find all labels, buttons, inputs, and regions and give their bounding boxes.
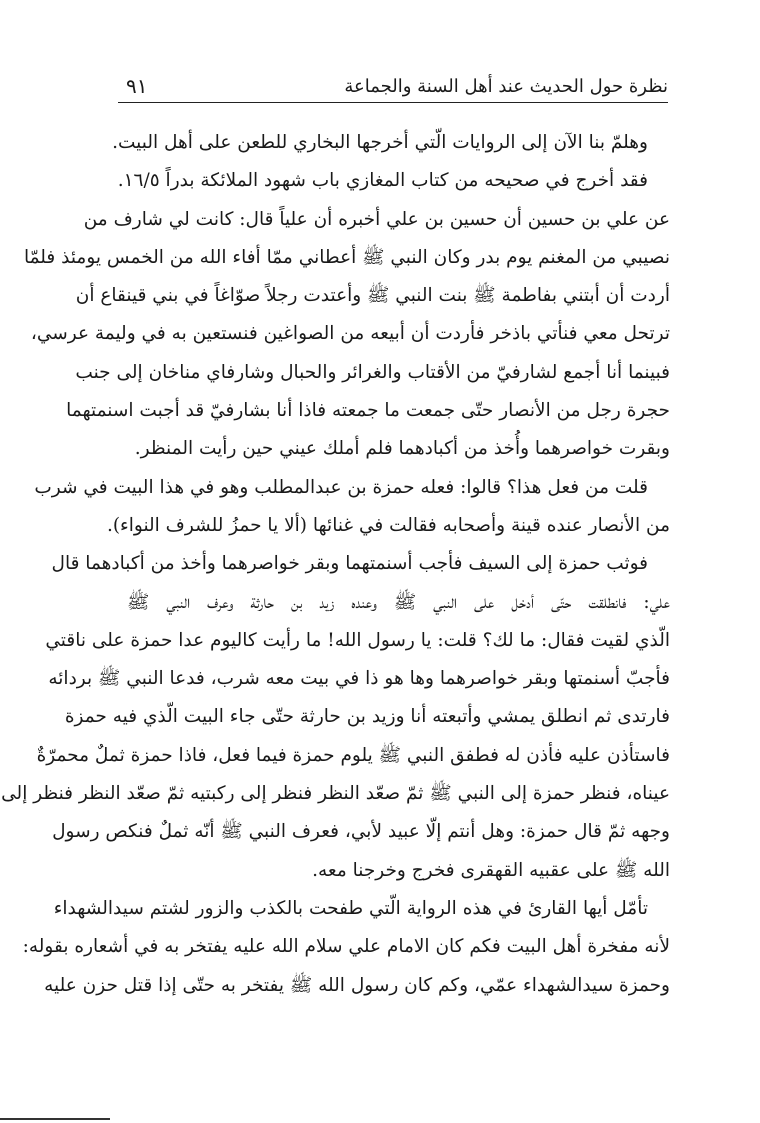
running-title: نظرة حول الحديث عند أهل السنة والجماعة	[344, 76, 668, 97]
text-line: وحمزة سيدالشهداء عمّي، وكم كان رسول الله ﷺ يفتخر به حتّى إذا قتل حزن عليه	[44, 974, 670, 996]
footer-rule	[0, 1118, 110, 1120]
page-header	[118, 72, 668, 103]
text-line: تأمّل أيها القارئ في هذه الرواية الّتي طفحت بالكذب والزور لشتم سيدالشهداء	[53, 897, 648, 919]
text-line: لأنه مفخرة أهل البيت فكم كان الامام علي سلام الله عليه يفتخر به في أشعاره بقوله:	[22, 936, 670, 958]
text-line: الّذي لقيت فقال: ما لك؟ قلت: يا رسول الله! ما رأيت كاليوم عدا حمزة على ناقتي	[45, 629, 670, 651]
text-line: فقد أخرج في صحيحه من كتاب المغازي باب شهود الملائكة بدراً ١٦/٥.	[117, 170, 648, 192]
page-number: ٩١	[126, 74, 148, 98]
text-line: علي: فانطلقت حتّى أدخل على النبي ﷺ وعنده زيد بن حارثة وعرف النبي ﷺ	[127, 591, 670, 613]
text-line: عيناه، فنظر حمزة إلى النبي ﷺ ثمّ صعّد النظر فنظر إلى ركبتيه ثمّ صعّد النظر فنظر إلى	[1, 783, 670, 805]
text-line: وجهه ثمّ قال حمزة: وهل أنتم إلّا عبيد لأبي، فعرف النبي ﷺ أنّه ثملٌ فنكص رسول	[52, 821, 670, 843]
text-line: فارتدى ثم انطلق يمشي وأتبعته أنا وزيد بن حارثة حتّى جاء البيت الّذي فيه حمزة	[64, 706, 670, 728]
text-line: ترتحل معي فنأتي باذخر فأردت أن أبيعه من الصواغين فنستعين به في وليمة عرسي،	[30, 323, 670, 345]
text-line: أردت أن أبتني بفاطمة ﷺ بنت النبي ﷺ وأعتدت رجلاً صوّاغاً في بني قينقاع أن	[75, 285, 670, 307]
body-text	[1, 124, 670, 1005]
text-line: فأجبّ أسنمتها وبقر خواصرهما وها هو ذا في بيت معه شرب، فدعا النبي ﷺ بردائه	[48, 668, 670, 690]
text-line: عن علي بن حسين أن حسين بن علي أخبره أن علياً قال: كانت لي شارف من	[83, 208, 670, 230]
text-line: من الأنصار عنده قينة وأصحابه فقالت في غنائها (ألا يا حمزُ للشرف النواء).	[106, 514, 670, 536]
text-line: فوثب حمزة إلى السيف فأجب أسنمتهما وبقر خواصرهما وأخذ من أكبادهما قال	[51, 553, 648, 575]
text-line: قلت من فعل هذا؟ قالوا: فعله حمزة بن عبدالمطلب وهو في هذا البيت في شرب	[34, 476, 648, 498]
text-line: نصيبي من المغنم يوم بدر وكان النبي ﷺ أعطاني ممّا أفاء الله من الخمس يومئذ فلمّا	[23, 246, 670, 268]
text-line: حجرة رجل من الأنصار حتّى جمعت ما جمعته فاذا أنا بشارفيّ قد أجبت اسنمتهما	[66, 400, 670, 422]
text-line: فاستأذن عليه فأذن له فطفق النبي ﷺ يلوم حمزة فيما فعل، فاذا حمزة ثملٌ محمرّةٌ	[36, 744, 670, 766]
text-line: وبقرت خواصرهما وأُخذ من أكبادهما فلم أملك عيني حين رأيت المنظر.	[134, 438, 670, 460]
text-line: الله ﷺ على عقبيه القهقرى فخرج وخرجنا معه.	[312, 859, 670, 881]
text-line: وهلمّ بنا الآن إلى الروايات الّتي أخرجها البخاري للطعن على أهل البيت.	[112, 132, 648, 153]
text-line: فبينما أنا أجمع لشارفيّ من الأقتاب والغرائر والحبال وشارفاي مناخان إلى جنب	[75, 361, 670, 383]
